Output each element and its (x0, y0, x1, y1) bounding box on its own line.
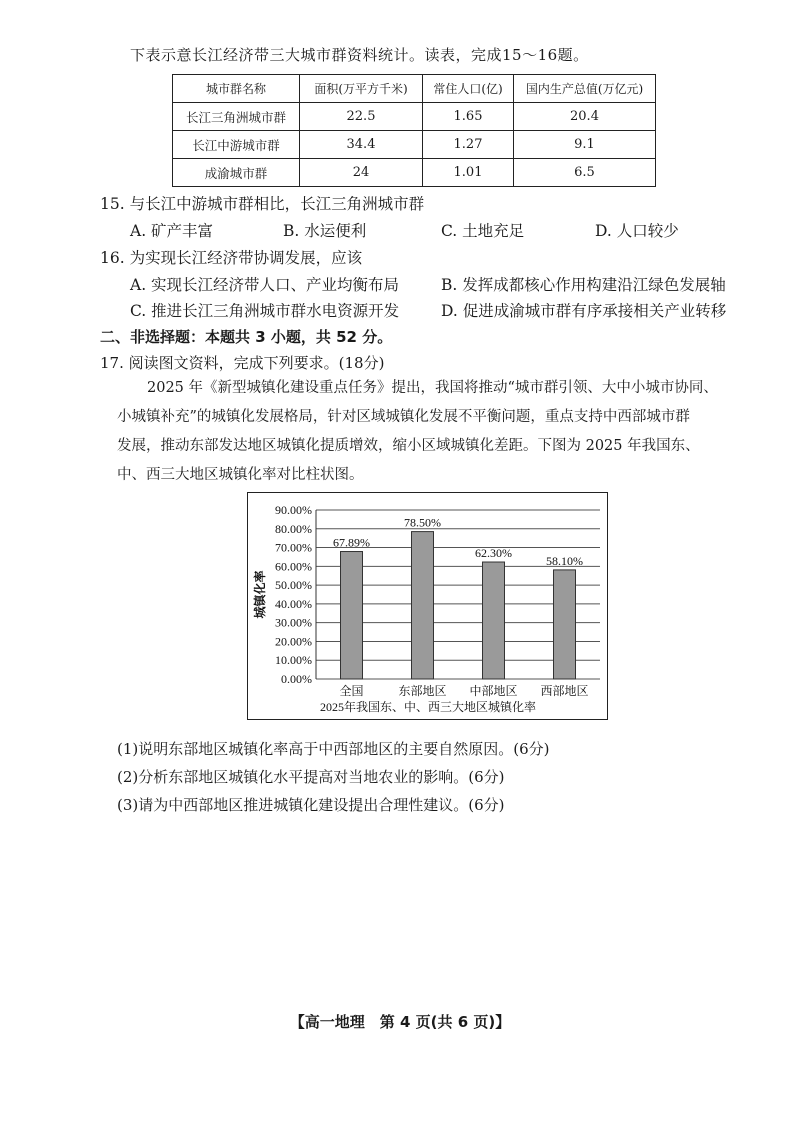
section-heading: 二、非选择题：本题共 3 小题，共 52 分。 (100, 328, 393, 346)
table-cell: 6.5 (514, 159, 656, 187)
material-line: 中、西三大地区城镇化率对比柱状图。 (117, 467, 364, 483)
table-cell: 长江三角洲城市群 (173, 103, 300, 131)
y-tick-label: 60.00% (275, 559, 312, 574)
table-cell: 9.1 (514, 131, 656, 159)
y-tick-label: 40.00% (275, 596, 312, 611)
material-line: 2025 年《新型城镇化建设重点任务》提出，我国将推动“城市群引领、大中小城市协同、 (147, 380, 718, 396)
table-cell: 22.5 (300, 103, 423, 131)
question-15-option-a: A. 矿产丰富 (130, 222, 214, 240)
question-16-option-d: D. 促进成渝城市群有序承接相关产业转移 (441, 302, 727, 320)
table-cell: 成渝城市群 (173, 159, 300, 187)
sub-question-1: (1)说明东部地区城镇化率高于中西部地区的主要自然原因。(6分) (117, 740, 550, 758)
table-header: 国内生产总值(万亿元) (514, 75, 656, 103)
y-tick-label: 70.00% (275, 540, 312, 555)
bar (412, 532, 434, 679)
data-label: 78.50% (404, 515, 441, 530)
x-tick-label: 东部地区 (398, 684, 447, 698)
material-line: 小城镇补充”的城镇化发展格局，针对区域城镇化发展不平衡问题，重点支持中西部城市群 (117, 409, 690, 425)
x-tick-label: 西部地区 (540, 684, 589, 698)
table-cell: 24 (300, 159, 423, 187)
question-15-stem: 15. 与长江中游城市群相比，长江三角洲城市群 (100, 195, 425, 213)
page-footer: 【高一地理 第 4 页(共 6 页)】 (289, 1013, 511, 1031)
table-intro: 下表示意长江经济带三大城市群资料统计。读表，完成15～16题。 (130, 46, 589, 64)
table-cell: 1.01 (423, 159, 514, 187)
table-header: 常住人口(亿) (423, 75, 514, 103)
question-16-stem: 16. 为实现长江经济带协调发展，应该 (100, 249, 363, 267)
y-tick-label: 50.00% (275, 578, 312, 593)
bar (341, 552, 363, 679)
data-label: 67.89% (333, 535, 370, 550)
x-tick-label: 中部地区 (469, 684, 518, 698)
y-tick-label: 10.00% (275, 653, 312, 668)
table-header: 面积(万平方千米) (300, 75, 423, 103)
bar (554, 570, 576, 679)
material-line: 发展，推动东部发达地区城镇化提质增效，缩小区域城镇化差距。下图为 2025 年我国东、 (117, 438, 700, 454)
chart-svg (248, 493, 607, 719)
data-label: 62.30% (475, 546, 512, 561)
bar (483, 562, 505, 679)
table-cell: 20.4 (514, 103, 656, 131)
table-row (173, 131, 656, 159)
question-17-stem: 17. 阅读图文资料，完成下列要求。(18分) (100, 354, 385, 372)
sub-question-2: (2)分析东部地区城镇化水平提高对当地农业的影响。(6分) (117, 768, 505, 786)
question-15-option-b: B. 水运便利 (283, 222, 367, 240)
table-header: 城市群名称 (173, 75, 300, 103)
question-15-option-d: D. 人口较少 (595, 222, 679, 240)
y-tick-label: 80.00% (275, 521, 312, 536)
question-15-option-c: C. 土地充足 (441, 222, 525, 240)
table-cell: 1.65 (423, 103, 514, 131)
table-header-row (173, 75, 656, 103)
city-cluster-table (172, 74, 656, 187)
table-cell: 34.4 (300, 131, 423, 159)
table-row (173, 103, 656, 131)
question-16-option-c: C. 推进长江三角洲城市群水电资源开发 (130, 302, 400, 320)
table-cell: 长江中游城市群 (173, 131, 300, 159)
y-tick-label: 0.00% (281, 672, 312, 686)
question-16-option-b: B. 发挥成都核心作用构建沿江绿色发展轴 (441, 276, 726, 294)
table-cell: 1.27 (423, 131, 514, 159)
chart-title: 2025年我国东、中、西三大地区城镇化率 (319, 700, 537, 714)
y-tick-label: 20.00% (275, 634, 312, 649)
question-17-material (117, 374, 735, 490)
sub-question-3: (3)请为中西部地区推进城镇化建设提出合理性建议。(6分) (117, 796, 505, 814)
table-row (173, 159, 656, 187)
y-tick-label: 90.00% (275, 503, 312, 517)
data-label: 58.10% (546, 553, 583, 568)
y-tick-label: 30.00% (275, 615, 312, 630)
y-axis-label: 城镇化率 (253, 570, 267, 619)
question-16-option-a: A. 实现长江经济带人口、产业均衡布局 (130, 276, 400, 294)
x-tick-label: 全国 (339, 684, 364, 698)
urbanization-chart (247, 492, 608, 720)
